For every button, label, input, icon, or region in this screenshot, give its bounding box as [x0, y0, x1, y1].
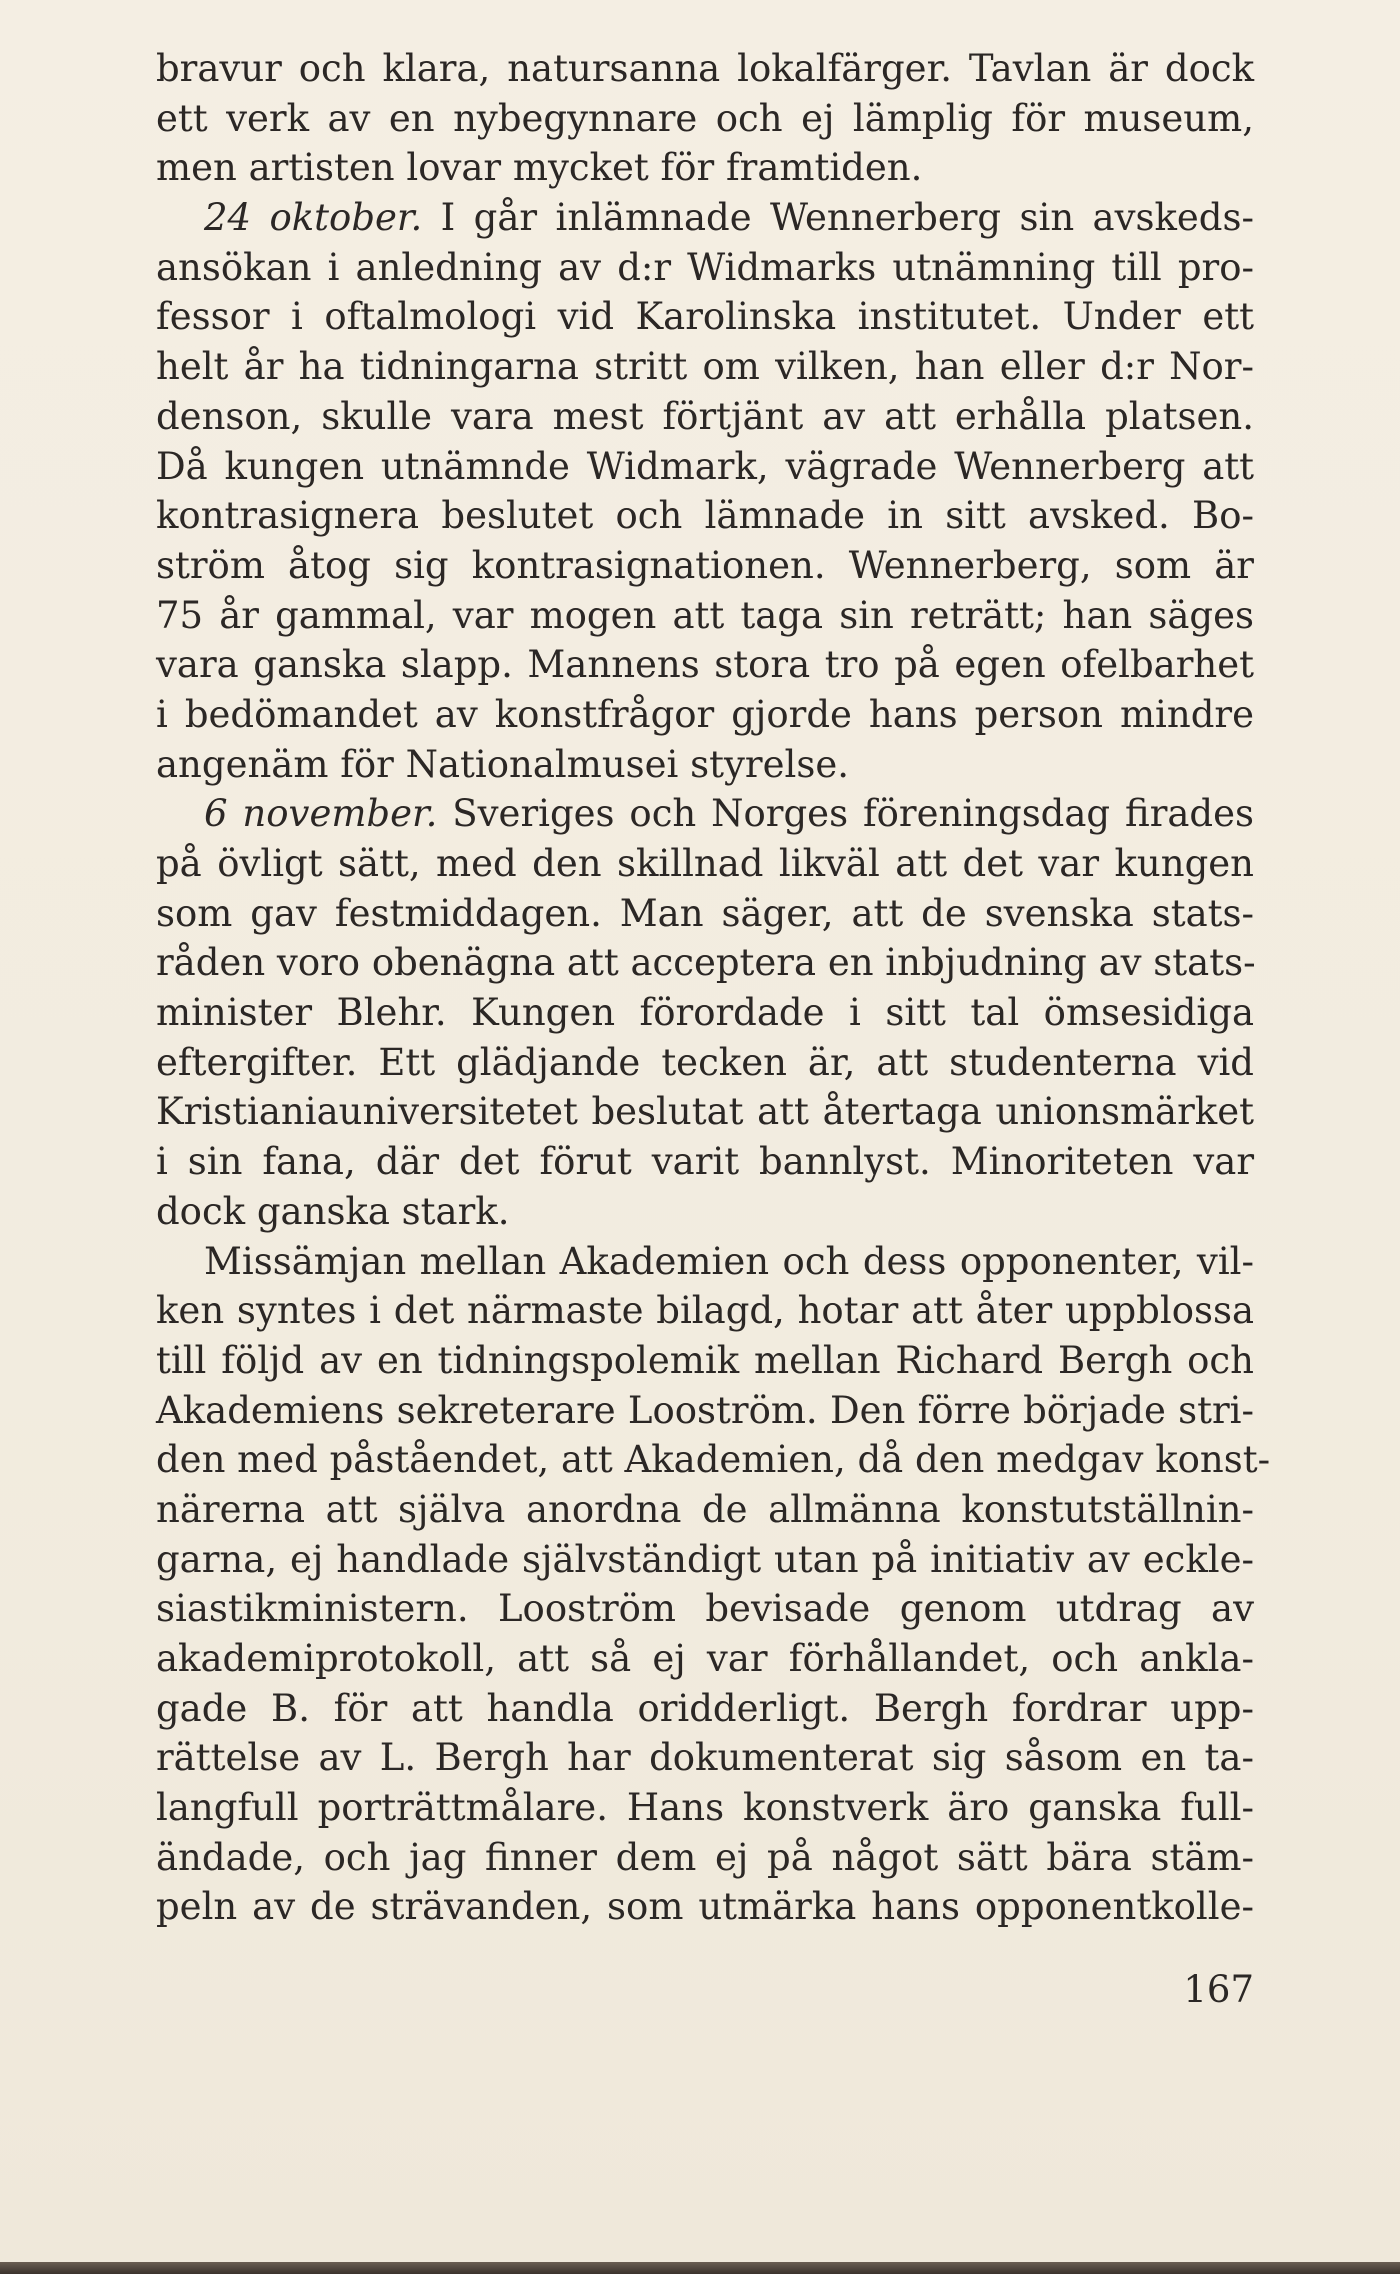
text-line — [156, 988, 1254, 1038]
paragraph — [156, 44, 1254, 193]
line-text: ken syntes i det närmaste bilagd, hotar att åter uppblossa — [156, 1289, 1254, 1333]
text-line — [156, 1684, 1254, 1734]
line-text: vara ganska slapp. Mannens stora tro på egen ofelbarhet — [156, 643, 1254, 687]
date-heading: 24 oktober. — [204, 196, 423, 240]
line-text: råden voro obenägna att acceptera en inbjudning av stats- — [156, 941, 1256, 985]
text-line — [156, 1137, 1254, 1187]
line-text: garna, ej handlade självständigt utan på initiativ av eckle- — [156, 1537, 1254, 1581]
line-text: på övligt sätt, med den skillnad likväl att det var kungen — [156, 842, 1254, 885]
line-text: Missämjan mellan Akademien och dess opponenter, vil- — [204, 1239, 1254, 1283]
text-line — [156, 193, 1254, 243]
text-line — [156, 442, 1254, 492]
date-heading: 6 november. — [204, 792, 438, 836]
text-line — [156, 1286, 1254, 1336]
line-text: ändade, och jag finner dem ej på något sätt bära stäm- — [156, 1835, 1254, 1879]
text-line — [156, 541, 1254, 591]
text-line — [156, 1783, 1254, 1833]
line-text: bravur och klara, natursanna lokalfärger. Tavlan är dock — [156, 47, 1254, 90]
text-line — [156, 1833, 1254, 1883]
paragraph — [156, 193, 1254, 789]
line-text: fessor i oftalmologi vid Karolinska institutet. Under ett — [156, 295, 1254, 339]
line-text: Då kungen utnämnde Widmark, vägrade Wennerberg att — [156, 444, 1254, 488]
paragraph — [156, 1237, 1271, 1933]
line-text: närerna att själva anordna de allmänna konstutställnin- — [156, 1487, 1254, 1531]
text-line — [156, 1386, 1254, 1436]
line-text: 75 år gammal, var mogen att taga sin reträtt; han säges — [156, 593, 1254, 637]
line-text: ström åtog sig kontrasignationen. Wennerberg, som är — [156, 543, 1254, 587]
text-line — [156, 44, 1254, 94]
text-line — [156, 1038, 1254, 1088]
text-line — [156, 491, 1254, 541]
line-text: ett verk av en nybegynnare och ej lämplig för museum, — [156, 96, 1254, 140]
line-text: eftergifter. Ett glädjande tecken är, att studenterna vid — [156, 1040, 1254, 1084]
text-line — [156, 1087, 1254, 1137]
text-line — [156, 143, 1254, 193]
text-line — [156, 789, 1254, 839]
line-text: ansökan i anledning av d:r Widmarks utnämning till pro- — [156, 245, 1254, 289]
text-line — [156, 1882, 1254, 1932]
line-text: akademiprotokoll, att så ej var förhållandet, och ankla- — [156, 1637, 1254, 1680]
line-text: I går inlämnade Wennerberg sin avskeds- — [422, 196, 1254, 240]
line-text: Sveriges och Norges föreningsdag firades — [437, 792, 1255, 836]
line-text: gade B. för att handla oridderligt. Bergh fordrar upp- — [156, 1686, 1254, 1730]
page-number: 167 — [1183, 1968, 1254, 2011]
text-line — [156, 342, 1254, 392]
line-text: helt år ha tidningarna stritt om vilken, han eller d:r Nor- — [156, 345, 1254, 389]
line-text: angenäm för Nationalmusei styrelse. — [156, 742, 849, 786]
line-text: som gav festmiddagen. Man säger, att de svenska stats- — [156, 891, 1254, 935]
line-text: dock ganska stark. — [156, 1189, 510, 1233]
text-line — [156, 1336, 1254, 1386]
line-text: siastikministern. Looström bevisade genom utdrag av — [156, 1587, 1254, 1631]
text-line — [156, 839, 1254, 889]
line-text: den med påståendet, att Akademien, då den medgav konst- — [156, 1438, 1271, 1482]
text-line — [156, 1535, 1254, 1585]
body-text — [156, 44, 1271, 1932]
text-line — [156, 1187, 1254, 1237]
text-line — [156, 591, 1254, 641]
text-line — [156, 1237, 1254, 1287]
line-text: i sin fana, där det förut varit bannlyst. Minoriteten var — [156, 1140, 1254, 1184]
line-text: denson, skulle vara mest förtjänt av att erhålla platsen. — [156, 394, 1254, 438]
line-text: minister Blehr. Kungen förordade i sitt tal ömsesidiga — [156, 991, 1254, 1035]
page-bottom-edge — [0, 2262, 1400, 2274]
line-text: Kristianiauniversitetet beslutat att återtaga unionsmärket — [156, 1090, 1254, 1134]
line-text: rättelse av L. Bergh har dokumenterat sig såsom en ta- — [156, 1736, 1254, 1780]
text-line — [156, 1733, 1254, 1783]
text-line — [156, 94, 1254, 144]
line-text: i bedömandet av konstfrågor gjorde hans person mindre — [156, 692, 1254, 736]
line-text: Akademiens sekreterare Looström. Den förre började stri- — [156, 1388, 1254, 1432]
line-text: langfull porträttmålare. Hans konstverk äro ganska full- — [156, 1786, 1254, 1830]
line-text: kontrasignera beslutet och lämnade in sitt avsked. Bo- — [156, 494, 1254, 538]
line-text: till följd av en tidningspolemik mellan Richard Bergh och — [156, 1338, 1254, 1382]
text-line — [156, 1584, 1254, 1634]
text-line — [156, 1485, 1254, 1535]
line-text: men artisten lovar mycket för framtiden. — [156, 146, 923, 190]
text-line — [156, 938, 1254, 988]
paragraph — [156, 789, 1254, 1236]
text-line — [156, 740, 1254, 790]
text-line — [156, 690, 1254, 740]
text-line — [156, 1634, 1254, 1684]
line-text: peln av de strävanden, som utmärka hans opponentkolle- — [156, 1885, 1254, 1929]
text-line — [156, 292, 1254, 342]
text-line — [156, 243, 1254, 293]
text-line — [156, 640, 1254, 690]
text-line — [156, 889, 1254, 939]
text-line — [156, 1435, 1271, 1485]
text-line — [156, 392, 1254, 442]
